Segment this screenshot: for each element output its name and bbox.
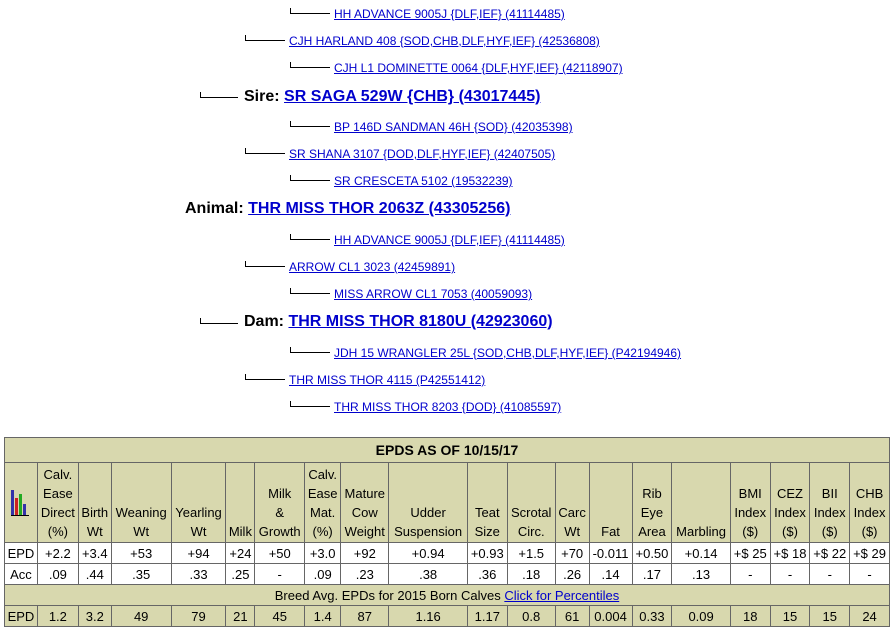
header-line: Carc [558,505,586,520]
animal-link[interactable]: BP 146D SANDMAN 46H {SOD} (42035398) [334,120,573,134]
header-line: Rib [642,486,662,501]
header-line: ($) [782,524,798,539]
header-line: (%) [312,524,333,539]
header-line: Index [813,505,846,520]
epd-column-header [555,463,589,543]
breed-avg-value: 0.09 [672,606,731,627]
header-line: CEZ [776,486,803,501]
epd-value: +$ 22 [810,543,850,564]
header-line: BMI [738,486,762,501]
breed-average-row [5,585,890,606]
header-line: Wt [86,524,103,539]
animal-link[interactable]: CJH L1 DOMINETTE 0064 {DLF,HYF,IEF} (42118907) [334,61,623,75]
breed-avg-value: 0.33 [632,606,672,627]
breed-avg-value: 1.4 [305,606,341,627]
epd-value: +0.50 [632,543,672,564]
header-line: Wt [190,524,207,539]
animal-main-link[interactable]: THR MISS THOR 2063Z (43305256) [248,200,511,217]
header-line: Eye [640,505,664,520]
connector-tick [290,175,291,180]
epd-value: +2.2 [37,543,78,564]
connector-line [290,293,330,294]
breed-avg-value: 1.17 [467,606,507,627]
row-label: Acc [5,564,38,585]
breed-avg-value: 21 [226,606,255,627]
epd-table-title: EPDS AS OF 10/15/17 [5,438,890,463]
percentiles-link[interactable]: Click for Percentiles [504,587,620,603]
connector-tick [290,62,291,67]
pedigree-node-dam-sire-sire [334,231,565,249]
breed-avg-value: 87 [341,606,389,627]
header-line: Ease [43,486,73,501]
header-line: Milk [228,524,252,539]
connector-tick [245,35,246,40]
epd-column-header [730,463,770,543]
pedigree-node-animal [185,200,510,218]
bar-chart-icon[interactable] [11,488,31,516]
pedigree-node-dam-sire [289,258,455,276]
animal-link[interactable]: HH ADVANCE 9005J {DLF,IEF} (41114485) [334,7,565,21]
breed-avg-value: 18 [730,606,770,627]
header-line: Calv. [308,467,337,482]
sire-link[interactable]: SR SAGA 529W {CHB} (43017445) [284,88,541,105]
epd-column-header [226,463,255,543]
header-line: Calv. [43,467,73,482]
animal-link[interactable]: HH ADVANCE 9005J {DLF,IEF} (41114485) [334,233,565,247]
row-label: EPD [5,543,38,564]
epd-column-header [111,463,171,543]
pedigree-node-sire-dam-sire [334,118,573,136]
connector-tick [290,234,291,239]
acc-value: .14 [589,564,632,585]
acc-value: - [255,564,305,585]
acc-value: - [730,564,770,585]
pedigree-node-sire [244,88,540,106]
connector-tick [290,288,291,293]
header-line: Index [734,505,767,520]
connector-tick [290,401,291,406]
epd-value: +92 [341,543,389,564]
epd-column-header [341,463,389,543]
epd-column-header [389,463,468,543]
breed-avg-value: 49 [111,606,171,627]
pedigree-node-sire-dam [289,145,555,163]
epd-column-header [305,463,341,543]
header-line: BII [821,486,838,501]
connector-line [245,40,285,41]
acc-value: .18 [507,564,555,585]
connector-tick [290,8,291,13]
connector-line [245,153,285,154]
breed-avg-value: 15 [770,606,810,627]
acc-value: .09 [305,564,341,585]
pedigree-node-dam-dam [289,371,485,389]
epd-value: +$ 25 [730,543,770,564]
acc-value: .36 [467,564,507,585]
row-label: EPD [5,606,38,627]
header-line: Index [853,505,886,520]
acc-value: .13 [672,564,731,585]
acc-value: .33 [171,564,226,585]
header-line: Mat. [310,505,336,520]
header-line: Weaning [115,505,167,520]
header-line: (%) [47,524,68,539]
breed-avg-value: 45 [255,606,305,627]
animal-link[interactable]: THR MISS THOR 4115 (P42551412) [289,373,486,387]
pedigree-node-sire-sire [289,32,600,50]
epd-column-header [255,463,305,543]
epd-column-header [507,463,555,543]
connector-tick [290,121,291,126]
connector-line [290,180,330,181]
breed-avg-value: 3.2 [78,606,111,627]
breed-average-values-row [5,606,890,627]
epd-value: +1.5 [507,543,555,564]
header-line: Wt [133,524,150,539]
acc-value: .26 [555,564,589,585]
epd-value: +50 [255,543,305,564]
epd-column-header [770,463,810,543]
connector-tick [245,148,246,153]
epd-value: +24 [226,543,255,564]
header-line: Teat [474,505,500,520]
pedigree-node-dam-sire-dam [334,285,532,303]
epd-table [4,437,890,627]
pedigree-node-sire-sire-dam [334,59,623,77]
pedigree-node-sire-sire-sire [334,5,565,23]
connector-line [290,352,330,353]
header-line: CHB [855,486,884,501]
connector-line [290,239,330,240]
header-line: Cow [351,505,378,520]
pedigree-node-dam-dam-dam [334,398,561,416]
header-line: Area [638,524,666,539]
acc-value: .44 [78,564,111,585]
connector-line [200,323,238,324]
chart-icon-cell[interactable] [5,463,38,543]
header-line: Size [474,524,500,539]
pedigree-node-dam [244,313,553,331]
epd-column-header [467,463,507,543]
header-line: Index [774,505,806,520]
header-line: Milk [268,486,292,501]
header-line: Growth [258,524,301,539]
epd-value: +3.4 [78,543,111,564]
header-line: Yearling [175,505,222,520]
dam-link[interactable]: THR MISS THOR 8180U (42923060) [288,313,553,330]
header-line: Suspension [394,524,463,539]
acc-value: .23 [341,564,389,585]
animal-link[interactable]: ARROW CL1 3023 (42459891) [289,260,456,274]
breed-avg-value: 1.16 [389,606,468,627]
header-line: ($) [821,524,838,539]
header-line: ($) [861,524,878,539]
header-line: Wt [564,524,581,539]
animal-link[interactable]: SR SHANA 3107 {DOD,DLF,HYF,IEF} (42407505) [289,147,556,161]
breed-avg-value: 0.004 [589,606,632,627]
connector-line [245,266,285,267]
sire-label: Sire: [244,88,280,105]
epd-value: +$ 18 [770,543,810,564]
epd-column-header [810,463,850,543]
header-line: Scrotal [510,505,552,520]
breed-avg-value: 79 [171,606,226,627]
header-line: Birth [81,505,109,520]
acc-value: .17 [632,564,672,585]
acc-value: .09 [37,564,78,585]
animal-link[interactable]: MISS ARROW CL1 7053 (40059093) [334,287,533,301]
epd-column-header [672,463,731,543]
connector-tick [290,347,291,352]
breed-avg-value: 1.2 [37,606,78,627]
acc-value: - [850,564,890,585]
connector-line [290,13,330,14]
animal-link[interactable]: THR MISS THOR 8203 {DOD} (41085597) [334,400,562,414]
breed-avg-value: 61 [555,606,589,627]
epd-value: +0.14 [672,543,731,564]
acc-values-row [5,564,890,585]
header-line: & [275,505,285,520]
acc-value: - [770,564,810,585]
breed-avg-value: 24 [850,606,890,627]
animal-link[interactable]: CJH HARLAND 408 {SOD,CHB,DLF,HYF,IEF} (42536808) [289,34,600,48]
epd-column-header [171,463,226,543]
connector-line [290,126,330,127]
epd-value: +0.93 [467,543,507,564]
connector-line [200,97,238,98]
connector-tick [200,318,201,323]
acc-value: .38 [389,564,468,585]
header-line: Weight [344,524,385,539]
animal-link[interactable]: SR CRESCETA 5102 (19532239) [334,174,513,188]
connector-tick [200,92,201,97]
epd-value: +$ 29 [850,543,890,564]
acc-value: - [810,564,850,585]
header-line: Ease [307,486,338,501]
epd-column-header [850,463,890,543]
acc-value: .35 [111,564,171,585]
breed-average-caption [5,585,890,606]
connector-line [290,67,330,68]
epd-value: +53 [111,543,171,564]
header-line: Circ. [517,524,545,539]
header-line: Marbling [676,524,727,539]
connector-tick [245,374,246,379]
header-line: ($) [742,524,759,539]
epd-column-header [78,463,111,543]
header-line: Udder [410,505,446,520]
epd-value: +94 [171,543,226,564]
animal-link[interactable]: JDH 15 WRANGLER 25L {SOD,CHB,DLF,HYF,IEF} (P42194946) [334,346,682,360]
acc-value: .25 [226,564,255,585]
connector-line [245,379,285,380]
pedigree-node-sire-dam-dam [334,172,513,190]
connector-tick [245,261,246,266]
epd-values-row [5,543,890,564]
breed-avg-value: 0.8 [507,606,555,627]
epd-column-header [632,463,672,543]
connector-line [290,406,330,407]
epd-value: +70 [555,543,589,564]
pedigree-node-dam-dam-sire [334,344,681,362]
breed-avg-value: 15 [810,606,850,627]
epd-value: -0.011 [589,543,632,564]
epd-value: +3.0 [305,543,341,564]
header-line: Direct [40,505,75,520]
epd-header-row [5,463,890,543]
animal-label: Animal: [185,200,244,217]
epd-value: +0.94 [389,543,468,564]
header-line: Fat [601,524,620,539]
dam-label: Dam: [244,313,285,330]
breed-average-text: Breed Avg. EPDs for 2015 Born Calves [274,587,501,603]
epd-column-header [37,463,78,543]
header-line: Mature [344,486,386,501]
epd-column-header [589,463,632,543]
